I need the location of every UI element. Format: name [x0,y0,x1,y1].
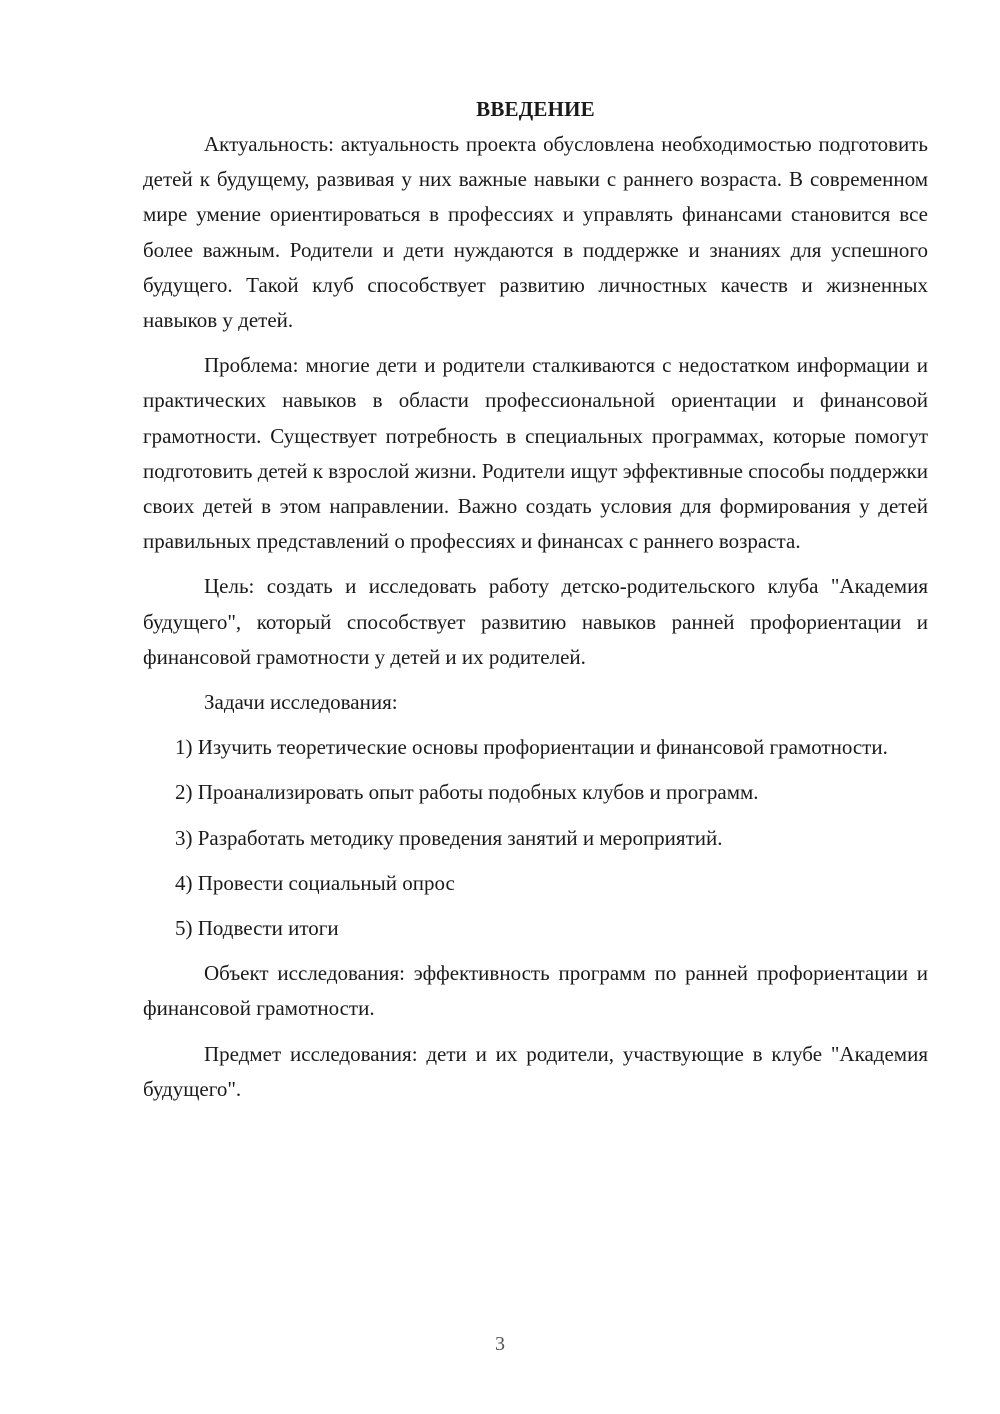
task-item-4: 4) Провести социальный опрос [175,870,455,895]
page-number: 3 [495,1333,505,1355]
task-item-1: 1) Изучить теоретические основы профориентации и финансовой грамотности. [175,735,888,760]
task-item-3: 3) Разработать методику проведения занятий и мероприятий. [175,825,723,850]
task-item-2: 2) Проанализировать опыт работы подобных клубов и программ. [175,780,759,805]
research-object-paragraph: Объект исследования: эффективность программ по ранней профориентации и финансовой грамотности. [143,961,928,1021]
goal-paragraph: Цель: создать и исследовать работу детско-родительского клуба "Академия будущего", который способствует развитию навыков ранней профориентации и финансовой грамотности у детей и их родителей. [143,574,928,669]
research-subject-paragraph: Предмет исследования: дети и их родители, участвующие в клубе "Академия будущего". [143,1041,928,1101]
relevance-paragraph: Актуальность: актуальность проекта обусловлена необходимостью подготовить детей к будущему, развивая у них важные навыки с раннего возраста. В современном мире умение ориентироваться в профессиях и управлять финансами становится все более важным. Родители и дети нуждаются в поддержке и знаниях для успешного будущего. Такой клуб способствует развитию личностных качеств и жизненных навыков у детей. [143,132,928,333]
tasks-heading: Задачи исследования: [204,690,398,715]
document-page [143,92,928,1117]
task-item-5: 5) Подвести итоги [175,916,339,941]
section-title: ВВЕДЕНИЕ [476,97,595,121]
problem-paragraph: Проблема: многие дети и родители сталкиваются с недостатком информации и практических навыков в области профессиональной ориентации и финансовой грамотности. Существует потребность в специальных программах, которые помогут подготовить детей к взрослой жизни. Родители ищут эффективные способы поддержки своих детей в этом направлении. Важно создать условия для формирования у детей правильных представлений о профессиях и финансах с раннего возраста. [143,353,928,554]
